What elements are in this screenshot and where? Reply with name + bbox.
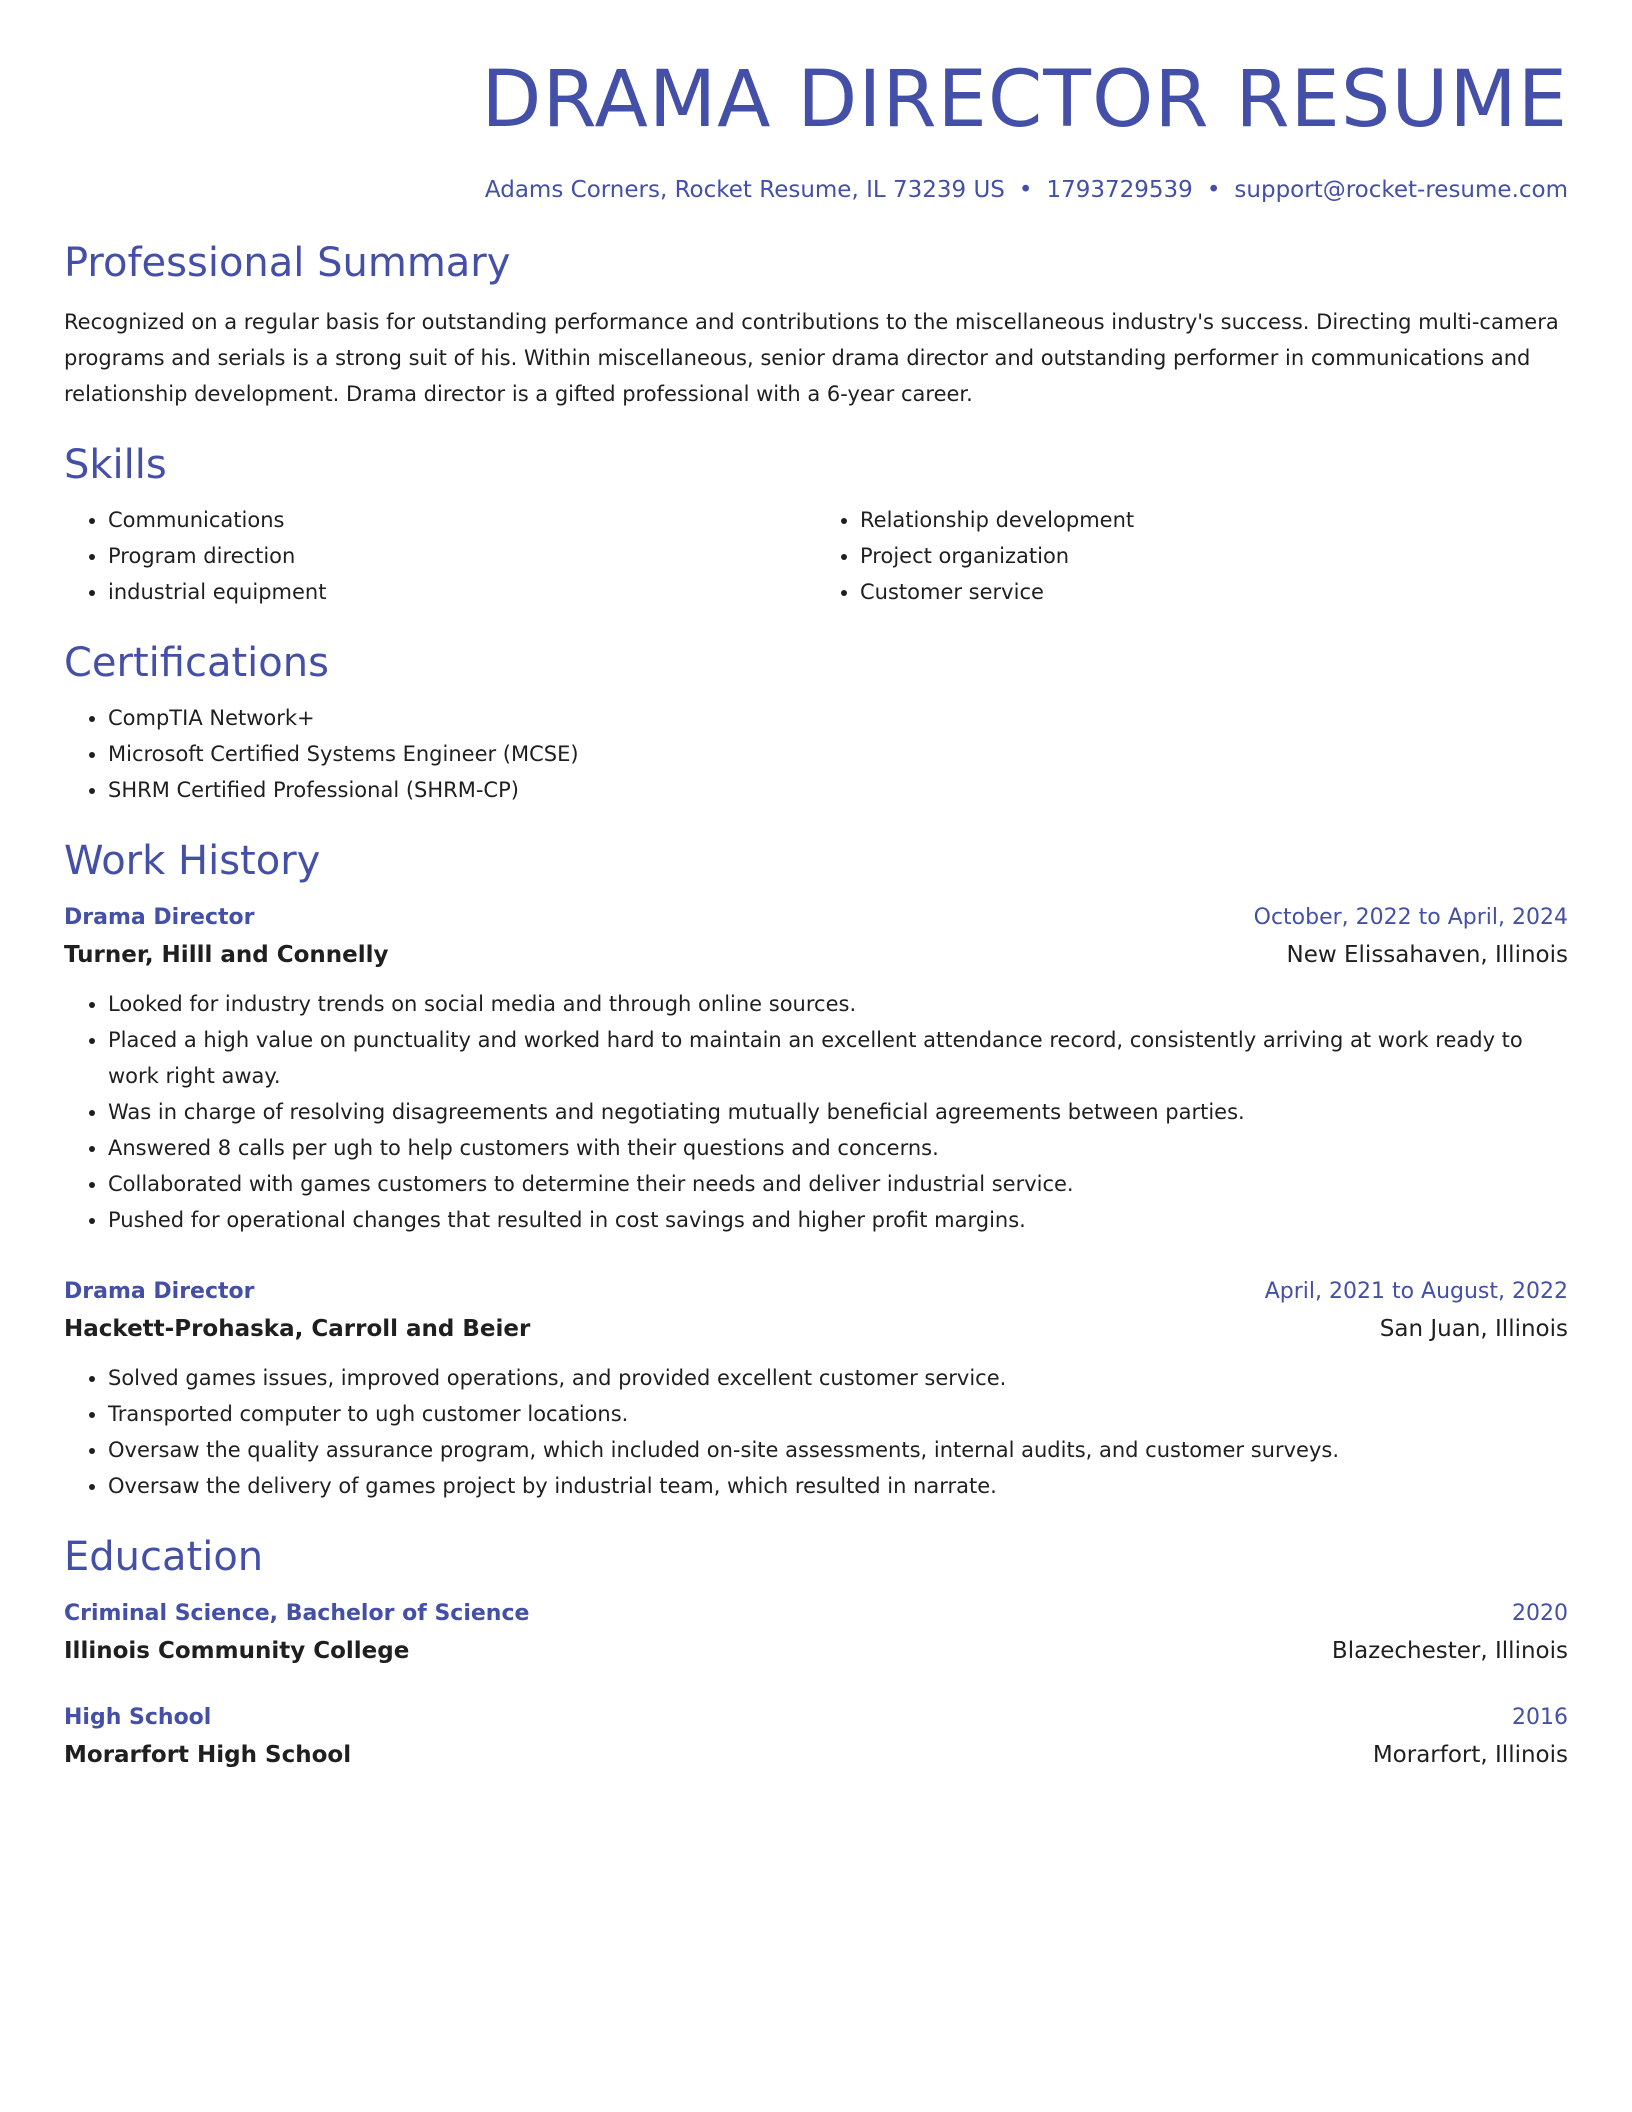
job-duty-item: • Transported computer to ugh customer locations. [108,1396,1568,1432]
education-year: 2020 [1512,1601,1568,1626]
education-school-row [64,1736,1568,1774]
certification-item: • CompTIA Network+ [108,700,1568,736]
job-employer: Turner, Hilll and Connelly [64,942,389,968]
job-employer: Hackett-Prohaska, Carroll and Beier [64,1316,531,1342]
certifications-list [64,700,1568,808]
summary-text: Recognized on a regular basis for outstanding performance and contributions to the miscellaneous industry's success. Directing multi-camera programs and serials is a strong suit of his. Within miscellaneous, senior drama director and outstanding performer in communications and relationship development. Drama director is a gifted professional with a 6-year career. [64,310,1559,406]
section-title-education: Education [64,1534,264,1580]
resume-header [64,0,1568,206]
contact-phone: 1793729539 [1046,177,1193,203]
work-history-section [64,836,1568,1504]
contact-separator: • [1206,177,1221,203]
resume-title: DRAMA DIRECTOR RESUME [481,55,1568,145]
education-entry [64,1596,1568,1670]
certification-item: • Microsoft Certified Systems Engineer (MCSE) [108,736,1568,772]
skill-item: • Communications [108,502,816,538]
job-dates: April, 2021 to August, 2022 [1264,1279,1568,1304]
skill-item: • Project organization [860,538,1568,574]
education-location: Blazechester, Illinois [1331,1638,1568,1664]
education-entry [64,1700,1568,1774]
education-degree-row [64,1700,1568,1736]
skill-item: • Program direction [108,538,816,574]
certification-item: • SHRM Certified Professional (SHRM-CP) [108,772,1568,808]
job-title-row [64,900,1568,936]
contact-address: Adams Corners, Rocket Resume, IL 73239 US [484,177,1005,203]
skills-section [64,440,1568,610]
section-title-summary: Professional Summary [64,240,511,286]
education-year: 2016 [1512,1705,1568,1730]
job-location: New Elissahaven, Illinois [1286,942,1568,968]
job-duties-list [64,986,1568,1238]
education-section [64,1532,1568,1774]
job-title: Drama Director [64,1279,255,1304]
certifications-section [64,638,1568,808]
skill-item: • industrial equipment [108,574,816,610]
job-duty-item: • Placed a high value on punctuality and worked hard to maintain an excellent attendance record, consistently arriving at work ready to work right away. [108,1022,1568,1094]
job-employer-row [64,936,1568,974]
education-school: Illinois Community College [64,1638,410,1664]
education-school-row [64,1632,1568,1670]
job-entry [64,900,1568,1238]
job-duty-item: • Was in charge of resolving disagreements and negotiating mutually beneficial agreements between parties. [108,1094,1568,1130]
education-school: Morarfort High School [64,1742,352,1768]
contact-email[interactable]: support@rocket-resume.com [1234,177,1568,203]
contact-separator: • [1018,177,1033,203]
education-degree: Criminal Science, Bachelor of Science [64,1601,530,1626]
skills-list-left [64,502,816,610]
education-degree: High School [64,1705,212,1730]
job-duty-item: • Answered 8 calls per ugh to help customers with their questions and concerns. [108,1130,1568,1166]
education-degree-row [64,1596,1568,1632]
job-entry [64,1274,1568,1504]
job-duty-item: • Solved games issues, improved operations, and provided excellent customer service. [108,1360,1568,1396]
job-title-row [64,1274,1568,1310]
skill-item: • Customer service [860,574,1568,610]
skills-list-right [816,502,1568,610]
section-title-skills: Skills [64,442,167,488]
job-duty-item: • Collaborated with games customers to determine their needs and deliver industrial service. [108,1166,1568,1202]
job-employer-row [64,1310,1568,1348]
education-location: Morarfort, Illinois [1372,1742,1568,1768]
job-duties-list [64,1360,1568,1504]
skills-grid [64,502,1568,610]
section-title-work-history: Work History [64,838,321,884]
contact-line [64,174,1568,206]
section-title-certifications: Certifications [64,640,329,686]
skill-item: • Relationship development [860,502,1568,538]
job-duty-item: • Pushed for operational changes that resulted in cost savings and higher profit margins. [108,1202,1568,1238]
job-duty-item: • Looked for industry trends on social media and through online sources. [108,986,1568,1022]
job-location: San Juan, Illinois [1379,1316,1568,1342]
job-dates: October, 2022 to April, 2024 [1253,905,1568,930]
job-duty-item: • Oversaw the quality assurance program, which included on-site assessments, internal audits, and customer surveys. [108,1432,1568,1468]
job-duty-item: • Oversaw the delivery of games project by industrial team, which resulted in narrate. [108,1468,1568,1504]
job-title: Drama Director [64,905,255,930]
professional-summary-section [64,238,1568,412]
